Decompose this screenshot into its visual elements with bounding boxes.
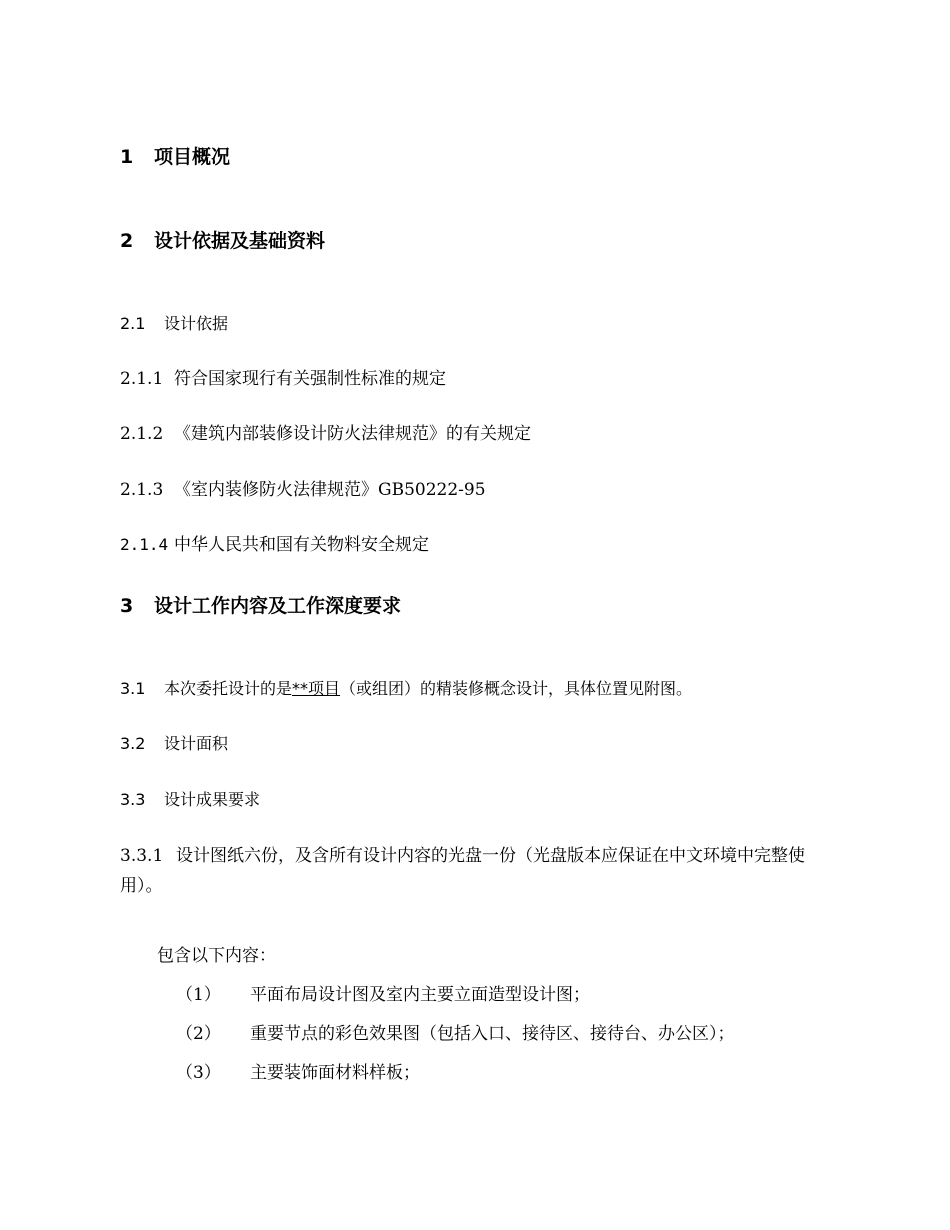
heading-section-3-3	[120, 788, 260, 812]
contents-intro: 包含以下内容：	[157, 946, 276, 966]
clause-number: 2.1.4	[120, 535, 169, 554]
clause-number: 3.3.1	[120, 846, 164, 866]
section-title: 设计工作内容及工作深度要求	[154, 595, 402, 617]
clause-3-1	[120, 677, 692, 701]
section-number: 1	[120, 146, 134, 168]
clause-text: 符合国家现行有关强制性标准的规定	[174, 369, 446, 389]
section-number: 2	[120, 230, 134, 252]
section-number: 3	[120, 595, 134, 617]
clause-2-1-1	[120, 367, 446, 391]
clause-3-3-1	[120, 841, 832, 901]
section-title: 项目概况	[154, 146, 231, 168]
section-number: 2.1	[120, 314, 146, 333]
heading-section-3-2	[120, 732, 228, 756]
list-item	[176, 1061, 420, 1085]
clause-text-after: （或组团）的精装修概念设计，具体位置见附图。	[340, 679, 693, 698]
clause-text: 设计图纸六份，及含所有设计内容的光盘一份（光盘版本应保证在中文环境中完整使用）。	[120, 846, 805, 896]
clause-2-1-3	[120, 478, 486, 502]
clause-text-before: 本次委托设计的是	[164, 679, 293, 698]
clause-2-1-2	[120, 422, 531, 446]
section-title: 设计成果要求	[164, 790, 261, 809]
clause-2-1-4	[120, 533, 429, 557]
heading-section-2	[120, 229, 325, 253]
list-item-text: 重要节点的彩色效果图（包括入口、接待区、接待台、办公区）；	[250, 1024, 735, 1044]
heading-section-2-1	[120, 312, 228, 336]
list-item-number: （2）	[176, 1024, 221, 1044]
clause-text: 《室内装修防火法律规范》GB50222-95	[174, 480, 486, 500]
heading-section-1	[120, 145, 230, 169]
list-item-text: 平面布局设计图及室内主要立面造型设计图；	[250, 985, 590, 1005]
section-title: 设计依据	[164, 314, 229, 333]
clause-text: 《建筑内部装修设计防火法律规范》的有关规定	[174, 424, 531, 444]
list-item	[176, 983, 590, 1007]
section-number: 3.3	[120, 790, 146, 809]
list-item	[176, 1022, 735, 1046]
clause-number: 3.1	[120, 679, 146, 698]
list-item-text: 主要装饰面材料样板；	[250, 1063, 420, 1083]
section-number: 3.2	[120, 734, 146, 753]
clause-number: 2.1.1	[120, 369, 164, 389]
list-item-number: （1）	[176, 985, 221, 1005]
clause-number: 2.1.3	[120, 480, 164, 500]
clause-text: 中华人民共和国有关物料安全规定	[174, 535, 429, 555]
list-item-number: （3）	[176, 1063, 221, 1083]
section-title: 设计面积	[164, 734, 229, 753]
clause-number: 2.1.2	[120, 424, 164, 444]
heading-section-3	[120, 594, 401, 618]
section-title: 设计依据及基础资料	[154, 230, 326, 252]
project-name-underlined: **项目	[292, 679, 341, 698]
